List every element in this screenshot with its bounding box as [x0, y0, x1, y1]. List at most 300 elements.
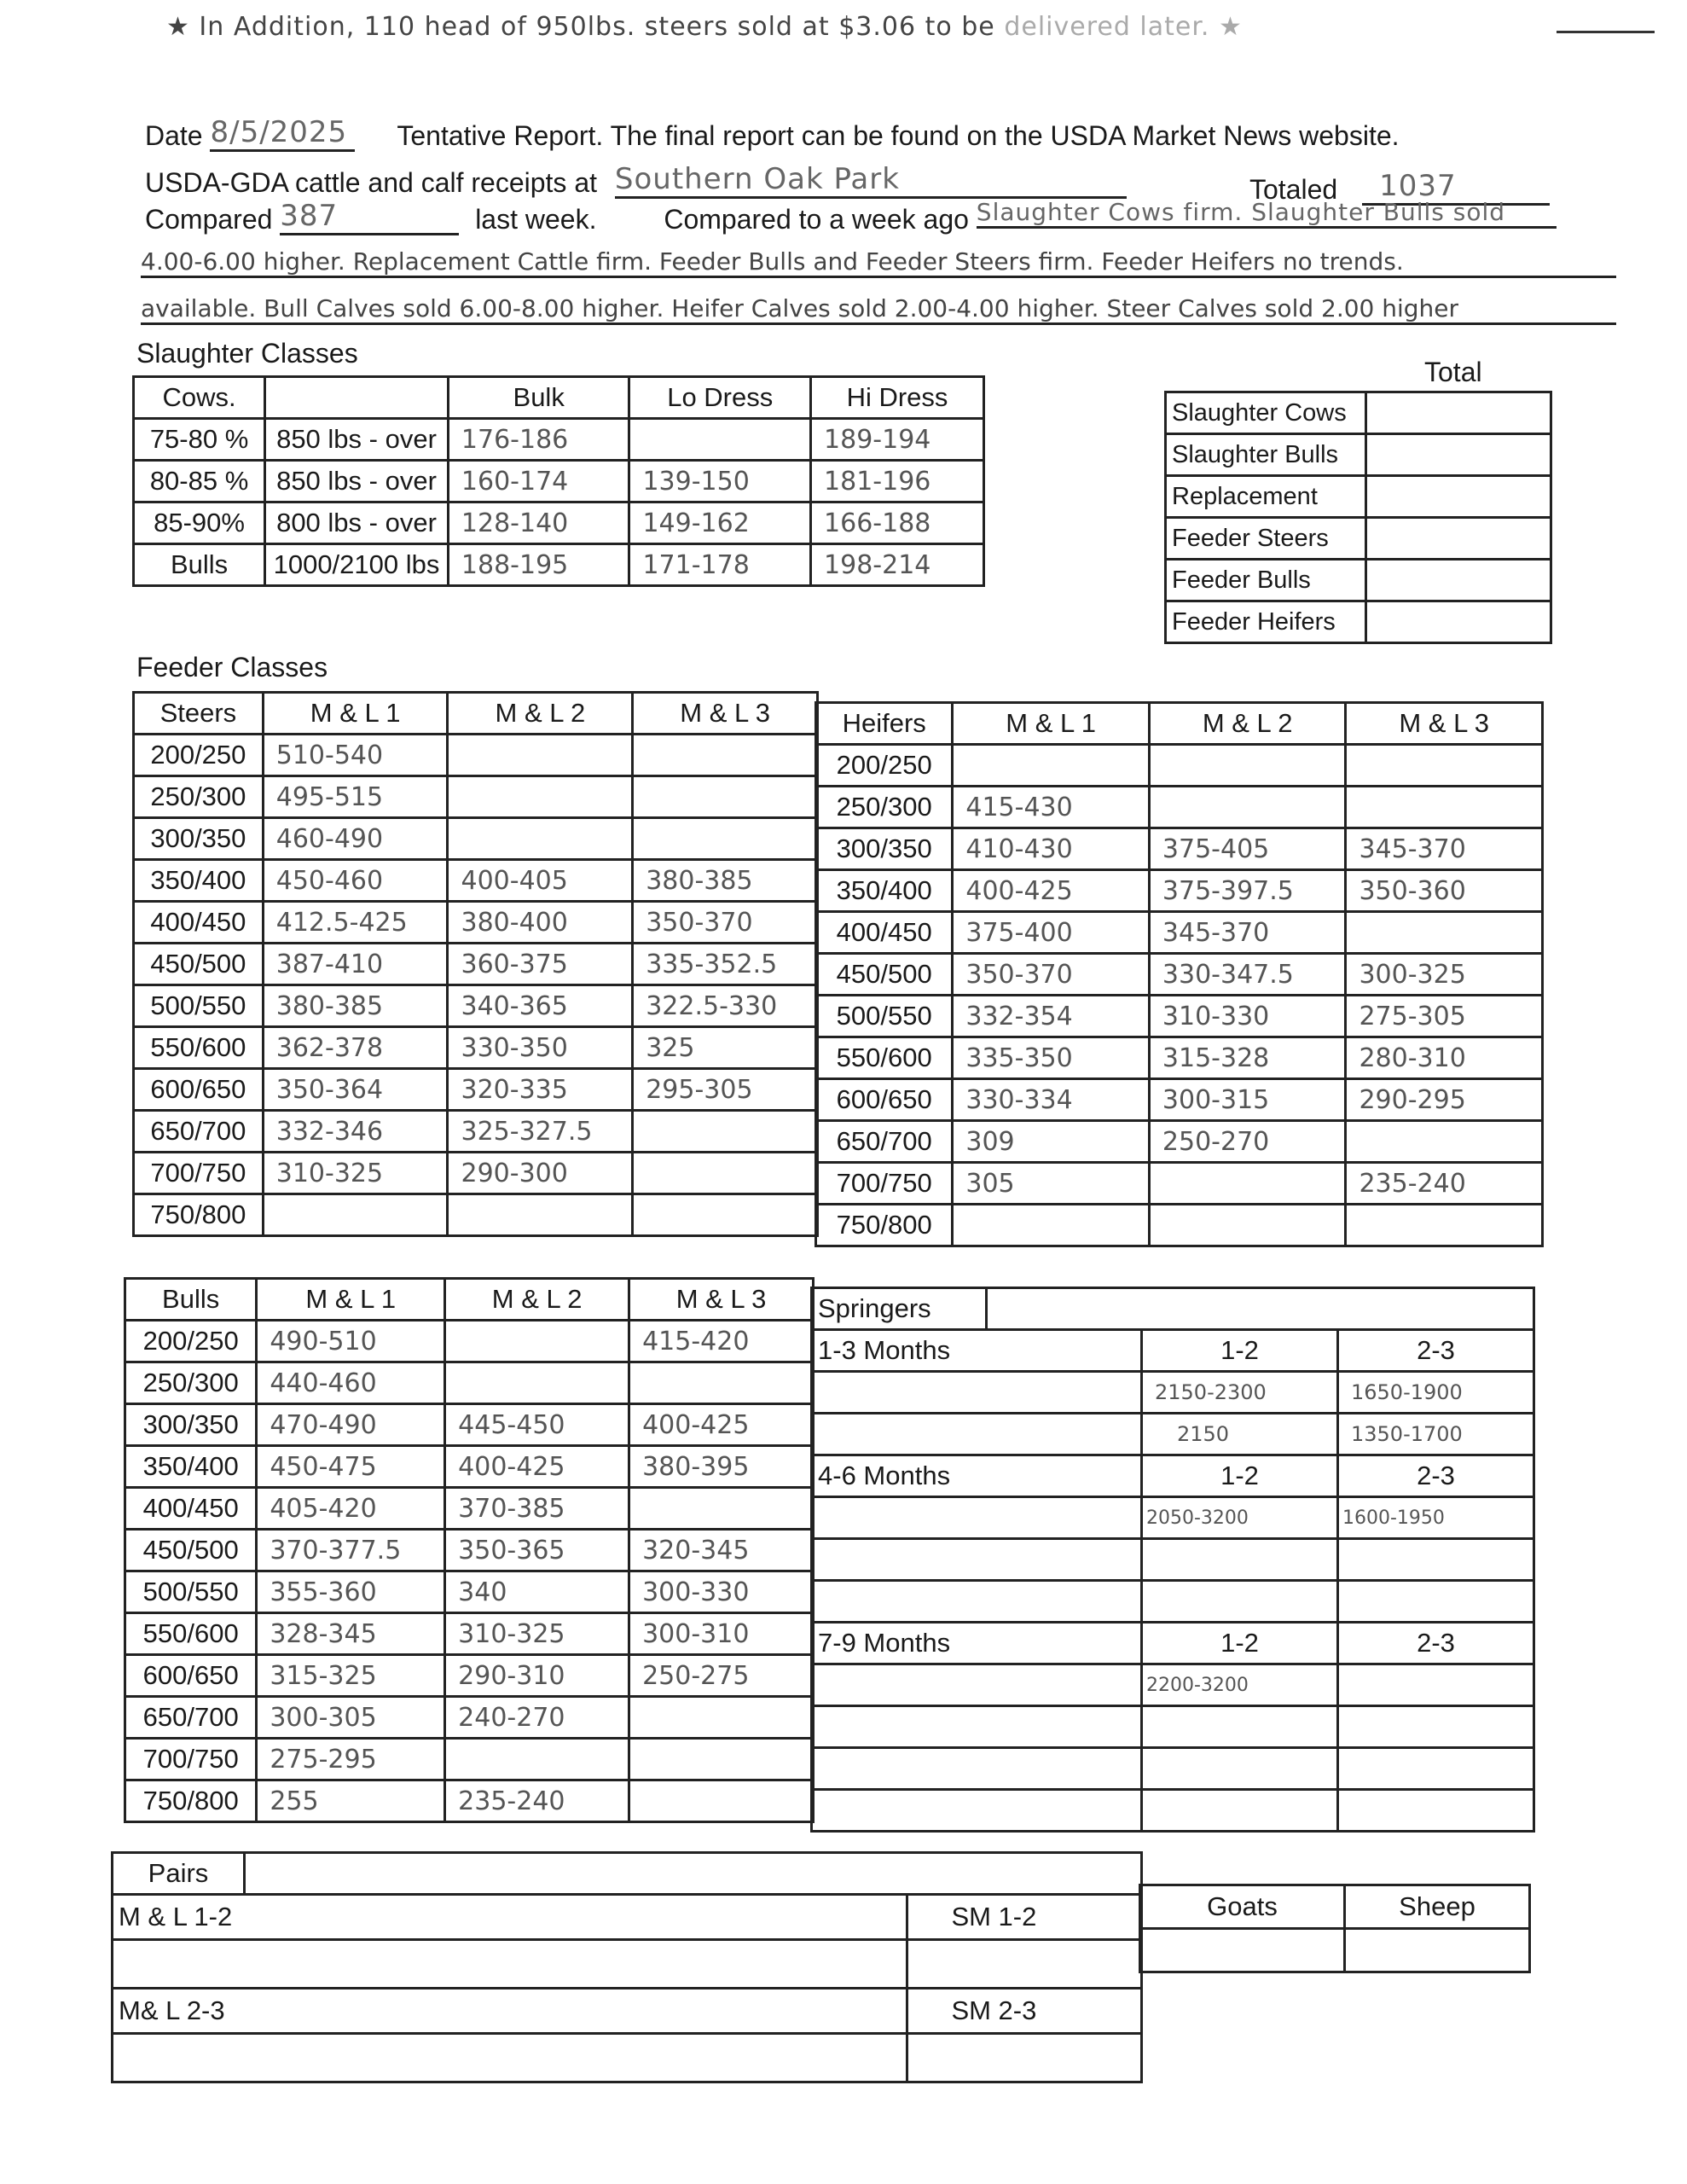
- price-cell[interactable]: [633, 776, 818, 818]
- lo-dress-cell[interactable]: [629, 419, 811, 461]
- price-cell[interactable]: [1142, 1706, 1338, 1748]
- price-cell[interactable]: [448, 1194, 633, 1236]
- market-name-field[interactable]: Southern Oak Park: [615, 162, 1127, 199]
- weight-range: 700/750: [816, 1163, 953, 1205]
- price-cell[interactable]: 2050-3200: [1142, 1497, 1338, 1539]
- hi-dress-cell[interactable]: 181-196: [811, 461, 984, 502]
- lo-dress-cell[interactable]: 171-178: [629, 544, 811, 586]
- price-cell[interactable]: [1149, 745, 1346, 787]
- price-cell[interactable]: [445, 1321, 629, 1362]
- bulls-table: [124, 1277, 815, 1823]
- last-week-label: last week.: [475, 204, 597, 235]
- price-cell[interactable]: [1338, 1539, 1534, 1581]
- table-row: [113, 1989, 1142, 2034]
- totals-label: Replacement: [1166, 476, 1366, 518]
- trend-line-2[interactable]: 4.00-6.00 higher. Replacement Cattle firm. Feeder Bulls and Feeder Steers firm. Feeder Heifers no trends.: [141, 247, 1616, 278]
- price-cell[interactable]: 255: [257, 1780, 445, 1822]
- table-row: [1166, 476, 1551, 518]
- weight-range: 500/550: [816, 996, 953, 1037]
- totals-label: Slaughter Bulls: [1166, 434, 1366, 476]
- table-row: [812, 1748, 1534, 1790]
- lo-dress-cell[interactable]: 149-162: [629, 502, 811, 544]
- weight-range: 200/250: [134, 735, 264, 776]
- price-cell[interactable]: 320-335: [448, 1069, 633, 1111]
- weight-range: 750/800: [125, 1780, 257, 1822]
- totals-value[interactable]: [1366, 601, 1551, 643]
- price-cell[interactable]: 330-334: [953, 1079, 1150, 1121]
- price-cell[interactable]: 380-385: [263, 985, 448, 1027]
- price-cell[interactable]: 350-370: [633, 902, 818, 944]
- price-cell[interactable]: 415-430: [953, 787, 1150, 828]
- table-row: [1166, 392, 1551, 434]
- price-cell[interactable]: 290-300: [448, 1153, 633, 1194]
- handwritten-note: [166, 12, 1243, 42]
- price-cell[interactable]: 370-377.5: [257, 1530, 445, 1571]
- weight-range: 250/300: [125, 1362, 257, 1404]
- table-row: [812, 1581, 1534, 1623]
- price-cell[interactable]: [1142, 1790, 1338, 1832]
- price-cell[interactable]: 380-395: [629, 1446, 814, 1488]
- price-cell[interactable]: [263, 1194, 448, 1236]
- table-row: [125, 1530, 814, 1571]
- table-row: [812, 1706, 1534, 1748]
- weight-range: 600/650: [134, 1069, 264, 1111]
- price-cell[interactable]: 332-354: [953, 996, 1150, 1037]
- price-cell[interactable]: 2200-3200: [1142, 1664, 1338, 1706]
- weight-range: 400/450: [134, 902, 264, 944]
- table-row: [816, 996, 1543, 1037]
- table-row: [134, 985, 818, 1027]
- price-cell[interactable]: 490-510: [257, 1321, 445, 1362]
- price-cell[interactable]: [1338, 1664, 1534, 1706]
- springers-title: Springers: [812, 1288, 987, 1330]
- bulk-cell[interactable]: 176-186: [448, 419, 629, 461]
- weight-range: 300/350: [134, 818, 264, 860]
- table-row: [816, 954, 1543, 996]
- price-cell[interactable]: 510-540: [263, 735, 448, 776]
- price-cell[interactable]: 250-275: [629, 1655, 814, 1697]
- weight-range: 350/400: [816, 870, 953, 912]
- price-cell[interactable]: 1650-1900: [1338, 1372, 1534, 1414]
- price-cell[interactable]: 300-305: [257, 1697, 445, 1739]
- price-cell[interactable]: 350-360: [1346, 870, 1543, 912]
- totals-value[interactable]: [1366, 392, 1551, 434]
- pairs-header-blank: [245, 1853, 1142, 1895]
- price-cell[interactable]: 250-270: [1149, 1121, 1346, 1163]
- price-cell[interactable]: [629, 1488, 814, 1530]
- price-cell[interactable]: 330-350: [448, 1027, 633, 1069]
- table-row: [134, 1069, 818, 1111]
- pairs-header-row: [113, 1853, 1142, 1895]
- price-cell[interactable]: 450-460: [263, 860, 448, 902]
- price-cell[interactable]: 332-346: [263, 1111, 448, 1153]
- totals-label: Feeder Bulls: [1166, 560, 1366, 601]
- bulk-cell[interactable]: 160-174: [448, 461, 629, 502]
- table-row: [816, 745, 1543, 787]
- price-cell[interactable]: 1600-1950: [1338, 1497, 1534, 1539]
- bulk-cell[interactable]: 188-195: [448, 544, 629, 586]
- date-row: [145, 115, 1400, 152]
- totals-title: Total: [1424, 357, 1482, 387]
- price-cell[interactable]: [629, 1697, 814, 1739]
- weight-range: 600/650: [125, 1655, 257, 1697]
- table-row: [134, 1027, 818, 1069]
- table-row: [134, 502, 984, 544]
- price-cell[interactable]: 322.5-330: [633, 985, 818, 1027]
- table-row: [125, 1655, 814, 1697]
- grade-1-2: 1-2: [1142, 1623, 1338, 1664]
- price-cell[interactable]: 412.5-425: [263, 902, 448, 944]
- price-cell[interactable]: 470-490: [257, 1404, 445, 1446]
- springers-header-blank: [987, 1288, 1534, 1330]
- price-cell[interactable]: 310-325: [263, 1153, 448, 1194]
- price-cell[interactable]: 280-310: [1346, 1037, 1543, 1079]
- row-class: Bulls: [134, 544, 265, 586]
- totals-value[interactable]: [1366, 518, 1551, 560]
- price-cell[interactable]: [633, 735, 818, 776]
- price-cell[interactable]: [633, 818, 818, 860]
- row-weight: 850 lbs - over: [265, 419, 449, 461]
- price-cell[interactable]: [1149, 787, 1346, 828]
- table-row: [134, 818, 818, 860]
- price-cell[interactable]: 275-295: [257, 1739, 445, 1780]
- weight-range: 250/300: [816, 787, 953, 828]
- springers-table: [810, 1287, 1535, 1833]
- grade-1-2: 1-2: [1142, 1330, 1338, 1372]
- price-cell[interactable]: 1350-1700: [1338, 1414, 1534, 1455]
- table-row: [125, 1488, 814, 1530]
- totals-label: Feeder Steers: [1166, 518, 1366, 560]
- price-cell[interactable]: 290-295: [1346, 1079, 1543, 1121]
- price-cell[interactable]: 495-515: [263, 776, 448, 818]
- col-header: M & L 2: [448, 693, 633, 735]
- steers-table: [132, 691, 819, 1237]
- group-label-1-3-months: 1-3 Months: [812, 1330, 1142, 1372]
- price-cell[interactable]: 400-405: [448, 860, 633, 902]
- pairs-title: Pairs: [113, 1853, 245, 1895]
- table-row: [1166, 560, 1551, 601]
- table-row: [812, 1497, 1534, 1539]
- pairs-value-ml-1-2[interactable]: [113, 1940, 907, 1989]
- price-cell[interactable]: [953, 1205, 1150, 1246]
- trend-line-3[interactable]: available. Bull Calves sold 6.00-8.00 higher. Heifer Calves sold 2.00-4.00 higher. Steer Calves sold 2.00 higher: [141, 294, 1616, 325]
- price-cell[interactable]: 235-240: [445, 1780, 629, 1822]
- weight-range: 700/750: [125, 1739, 257, 1780]
- weight-range: 500/550: [134, 985, 264, 1027]
- col-header: M & L 3: [629, 1279, 814, 1321]
- price-cell[interactable]: 345-370: [1149, 912, 1346, 954]
- tentative-notice: Tentative Report. The final report can be found on the USDA Market News website.: [397, 120, 1400, 151]
- weight-range: 650/700: [816, 1121, 953, 1163]
- row-weight: 1000/2100 lbs: [265, 544, 449, 586]
- table-row: [134, 419, 984, 461]
- price-cell[interactable]: 405-420: [257, 1488, 445, 1530]
- weight-range: 450/500: [816, 954, 953, 996]
- weight-range: 750/800: [816, 1205, 953, 1246]
- price-cell[interactable]: 235-240: [1346, 1163, 1543, 1205]
- table-row: [1166, 434, 1551, 476]
- price-cell[interactable]: [1142, 1748, 1338, 1790]
- bulk-cell[interactable]: 128-140: [448, 502, 629, 544]
- price-cell[interactable]: [445, 1362, 629, 1404]
- price-cell[interactable]: 340-365: [448, 985, 633, 1027]
- price-cell[interactable]: 335-352.5: [633, 944, 818, 985]
- price-cell[interactable]: [1346, 745, 1543, 787]
- weight-range: 550/600: [816, 1037, 953, 1079]
- slaughter-classes-title: Slaughter Classes: [136, 338, 358, 369]
- group-row: [812, 1455, 1534, 1497]
- table-row: [1140, 1929, 1530, 1972]
- price-cell[interactable]: 315-325: [257, 1655, 445, 1697]
- price-cell[interactable]: 375-397.5: [1149, 870, 1346, 912]
- price-cell[interactable]: 328-345: [257, 1613, 445, 1655]
- col-header: M & L 2: [1149, 703, 1346, 745]
- col-header: Bulls: [125, 1279, 257, 1321]
- price-cell[interactable]: [1346, 1121, 1543, 1163]
- weight-range: 400/450: [816, 912, 953, 954]
- pairs-value-sm-2-3[interactable]: [907, 2034, 1142, 2082]
- price-cell[interactable]: [448, 818, 633, 860]
- table-row: [816, 1121, 1543, 1163]
- price-cell[interactable]: 240-270: [445, 1697, 629, 1739]
- sheep-value[interactable]: [1345, 1929, 1530, 1972]
- pairs-value-ml-2-3[interactable]: [113, 2034, 907, 2082]
- table-row: [125, 1571, 814, 1613]
- col-header: Heifers: [816, 703, 953, 745]
- price-cell[interactable]: 380-385: [633, 860, 818, 902]
- price-cell[interactable]: 310-330: [1149, 996, 1346, 1037]
- table-row: [1166, 601, 1551, 643]
- price-cell[interactable]: [1142, 1539, 1338, 1581]
- price-cell[interactable]: 290-310: [445, 1655, 629, 1697]
- table-row: [134, 1111, 818, 1153]
- totals-table: [1164, 391, 1552, 644]
- weight-range: 500/550: [125, 1571, 257, 1613]
- price-cell[interactable]: [445, 1739, 629, 1780]
- price-cell[interactable]: 380-400: [448, 902, 633, 944]
- weight-range: 300/350: [816, 828, 953, 870]
- price-cell[interactable]: 345-370: [1346, 828, 1543, 870]
- col-header: M & L 3: [633, 693, 818, 735]
- price-cell[interactable]: [1338, 1581, 1534, 1623]
- table-row: [134, 735, 818, 776]
- price-cell[interactable]: 310-325: [445, 1613, 629, 1655]
- price-cell[interactable]: [1346, 912, 1543, 954]
- table-row: [125, 1404, 814, 1446]
- bulls-header-row: [125, 1279, 814, 1321]
- table-row: [125, 1697, 814, 1739]
- price-cell[interactable]: 2150: [1142, 1414, 1338, 1455]
- row-class: 75-80 %: [134, 419, 265, 461]
- col-header: M & L 1: [263, 693, 448, 735]
- goats-label: Goats: [1140, 1885, 1345, 1929]
- price-cell[interactable]: [1338, 1748, 1534, 1790]
- price-cell[interactable]: 362-378: [263, 1027, 448, 1069]
- price-cell[interactable]: [1346, 787, 1543, 828]
- weight-range: 450/500: [134, 944, 264, 985]
- price-cell[interactable]: 300-330: [629, 1571, 814, 1613]
- price-cell[interactable]: 295-305: [633, 1069, 818, 1111]
- price-cell[interactable]: 400-425: [445, 1446, 629, 1488]
- price-cell[interactable]: 325: [633, 1027, 818, 1069]
- price-cell[interactable]: [629, 1780, 814, 1822]
- weight-range: 450/500: [125, 1530, 257, 1571]
- price-cell[interactable]: 325-327.5: [448, 1111, 633, 1153]
- price-cell[interactable]: 275-305: [1346, 996, 1543, 1037]
- price-cell[interactable]: 375-400: [953, 912, 1150, 954]
- table-row: [134, 902, 818, 944]
- totals-value[interactable]: [1366, 476, 1551, 518]
- price-cell[interactable]: 387-410: [263, 944, 448, 985]
- price-cell[interactable]: 340: [445, 1571, 629, 1613]
- price-cell[interactable]: 330-347.5: [1149, 954, 1346, 996]
- feeder-classes-title: Feeder Classes: [136, 652, 328, 682]
- pairs-label-ml-2-3: M& L 2-3: [113, 1989, 907, 2034]
- price-cell[interactable]: 400-425: [629, 1404, 814, 1446]
- price-cell[interactable]: [633, 1194, 818, 1236]
- price-cell[interactable]: 445-450: [445, 1404, 629, 1446]
- trend-line-1[interactable]: Slaughter Cows firm. Slaughter Bulls sold: [977, 198, 1557, 229]
- price-cell[interactable]: 410-430: [953, 828, 1150, 870]
- compared-row: [145, 198, 1557, 235]
- price-cell[interactable]: 450-475: [257, 1446, 445, 1488]
- weight-range: 700/750: [134, 1153, 264, 1194]
- pairs-value-sm-1-2[interactable]: [907, 1940, 1142, 1989]
- table-row: [1166, 518, 1551, 560]
- price-cell[interactable]: 460-490: [263, 818, 448, 860]
- price-cell[interactable]: 370-385: [445, 1488, 629, 1530]
- price-cell[interactable]: [448, 735, 633, 776]
- pairs-label-ml-1-2: M & L 1-2: [113, 1895, 907, 1940]
- table-row: [816, 1163, 1543, 1205]
- table-row: [134, 944, 818, 985]
- table-row: [125, 1739, 814, 1780]
- table-row: [125, 1446, 814, 1488]
- col-header: Steers: [134, 693, 264, 735]
- totals-label: Slaughter Cows: [1166, 392, 1366, 434]
- price-cell[interactable]: [1142, 1581, 1338, 1623]
- top-rule: [1557, 31, 1655, 33]
- weight-range: 200/250: [125, 1321, 257, 1362]
- col-header: M & L 1: [257, 1279, 445, 1321]
- price-cell[interactable]: 300-310: [629, 1613, 814, 1655]
- hi-dress-cell[interactable]: 189-194: [811, 419, 984, 461]
- table-row: [125, 1613, 814, 1655]
- note-text: ★ In Addition, 110 head of 950lbs. steers sold at $3.06 to be: [166, 12, 1005, 42]
- price-cell[interactable]: 320-345: [629, 1530, 814, 1571]
- table-row: [816, 1079, 1543, 1121]
- weight-range: 750/800: [134, 1194, 264, 1236]
- table-row: [812, 1414, 1534, 1455]
- grade-2-3: 2-3: [1338, 1330, 1534, 1372]
- slaughter-table: [132, 375, 985, 587]
- date-field[interactable]: 8/5/2025: [210, 115, 355, 152]
- price-cell[interactable]: [1338, 1790, 1534, 1832]
- goats-value[interactable]: [1140, 1929, 1345, 1972]
- price-cell[interactable]: 350-370: [953, 954, 1150, 996]
- lo-dress-cell[interactable]: 139-150: [629, 461, 811, 502]
- weight-range: 650/700: [134, 1111, 264, 1153]
- price-cell[interactable]: 350-364: [263, 1069, 448, 1111]
- table-row: [125, 1780, 814, 1822]
- note-faded-text: delivered later. ★: [1004, 12, 1243, 42]
- price-cell[interactable]: 440-460: [257, 1362, 445, 1404]
- group-label-7-9-months: 7-9 Months: [812, 1623, 1142, 1664]
- hi-dress-cell[interactable]: 166-188: [811, 502, 984, 544]
- price-cell[interactable]: 309: [953, 1121, 1150, 1163]
- totals-value[interactable]: [1366, 560, 1551, 601]
- price-cell[interactable]: [448, 776, 633, 818]
- price-cell[interactable]: [953, 745, 1150, 787]
- sheep-label: Sheep: [1345, 1885, 1530, 1929]
- col-header: M & L 2: [445, 1279, 629, 1321]
- price-cell[interactable]: 305: [953, 1163, 1150, 1205]
- grade-2-3: 2-3: [1338, 1455, 1534, 1497]
- price-cell[interactable]: 350-365: [445, 1530, 629, 1571]
- price-cell[interactable]: 355-360: [257, 1571, 445, 1613]
- weight-range: 300/350: [125, 1404, 257, 1446]
- price-cell[interactable]: [629, 1362, 814, 1404]
- price-cell[interactable]: 415-420: [629, 1321, 814, 1362]
- hi-dress-cell[interactable]: 198-214: [811, 544, 984, 586]
- price-cell[interactable]: 375-405: [1149, 828, 1346, 870]
- price-cell[interactable]: [1149, 1205, 1346, 1246]
- grade-1-2: 1-2: [1142, 1455, 1338, 1497]
- table-row: [125, 1321, 814, 1362]
- totals-label: Feeder Heifers: [1166, 601, 1366, 643]
- price-cell[interactable]: [633, 1111, 818, 1153]
- row-weight: 800 lbs - over: [265, 502, 449, 544]
- price-cell[interactable]: [1346, 1205, 1543, 1246]
- table-row: [812, 1539, 1534, 1581]
- table-row: [816, 787, 1543, 828]
- col-cows: Cows.: [134, 377, 265, 419]
- weight-range: 250/300: [134, 776, 264, 818]
- price-cell[interactable]: 335-350: [953, 1037, 1150, 1079]
- table-row: [125, 1362, 814, 1404]
- table-row: [134, 860, 818, 902]
- row-weight: 850 lbs - over: [265, 461, 449, 502]
- totaled-label: Totaled: [1249, 174, 1338, 205]
- receipts-row: [145, 162, 1127, 199]
- price-cell[interactable]: 300-315: [1149, 1079, 1346, 1121]
- group-label-4-6-months: 4-6 Months: [812, 1455, 1142, 1497]
- table-row: [816, 1037, 1543, 1079]
- price-cell[interactable]: [1149, 1163, 1346, 1205]
- grade-2-3: 2-3: [1338, 1623, 1534, 1664]
- price-cell[interactable]: 315-328: [1149, 1037, 1346, 1079]
- pairs-label-sm-1-2: SM 1-2: [907, 1895, 1142, 1940]
- price-cell[interactable]: 360-375: [448, 944, 633, 985]
- price-cell[interactable]: [633, 1153, 818, 1194]
- price-cell[interactable]: 400-425: [953, 870, 1150, 912]
- weight-range: 400/450: [125, 1488, 257, 1530]
- table-row: [134, 544, 984, 586]
- heifers-header-row: [816, 703, 1543, 745]
- price-cell[interactable]: [629, 1739, 814, 1780]
- totaled-field[interactable]: 1037: [1362, 169, 1550, 206]
- table-row: [816, 1205, 1543, 1246]
- compared-field[interactable]: 387: [280, 199, 459, 235]
- price-cell[interactable]: [1338, 1706, 1534, 1748]
- weight-range: 550/600: [125, 1613, 257, 1655]
- price-cell[interactable]: 300-325: [1346, 954, 1543, 996]
- totals-value[interactable]: [1366, 434, 1551, 476]
- price-cell[interactable]: 2150-2300: [1142, 1372, 1338, 1414]
- weight-range: 550/600: [134, 1027, 264, 1069]
- pairs-label-sm-2-3: SM 2-3: [907, 1989, 1142, 2034]
- table-row: [134, 1153, 818, 1194]
